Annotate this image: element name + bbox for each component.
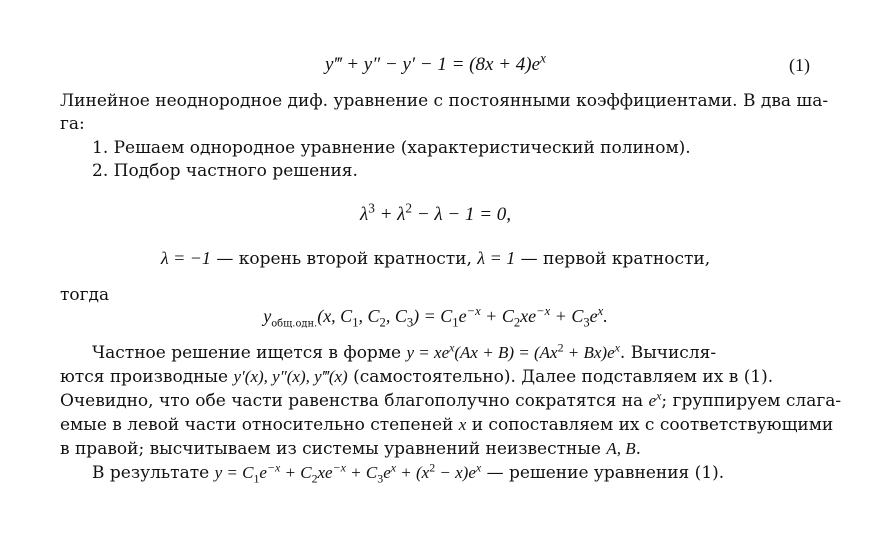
- para1-l1-m2exp: 2: [557, 340, 564, 355]
- para1-l1-tail: . Вычисля-: [619, 343, 717, 363]
- gs-y: y: [263, 306, 272, 326]
- root-2: λ = 1: [477, 248, 516, 268]
- para2-m2: + C: [280, 463, 312, 482]
- char-lambda: λ: [359, 204, 369, 225]
- para2-m3: + C: [345, 463, 378, 482]
- char-exp-3: 3: [368, 200, 375, 216]
- para1-l3-exp: x: [656, 388, 662, 403]
- step-2: 2. Подбор частного решения.: [92, 161, 358, 181]
- then-word: тогда: [60, 285, 110, 305]
- para1-l1-text: Частное решение ищется в форме: [92, 343, 407, 363]
- gs-t3b: e: [589, 306, 598, 326]
- para1-line-3: [60, 390, 841, 412]
- equation-1-exponent: x: [540, 50, 546, 66]
- root-1-text: — корень второй кратности,: [210, 249, 478, 269]
- general-solution: [0, 304, 871, 330]
- gs-args: (x, C: [317, 306, 353, 326]
- para1-l2-text: ются производные: [60, 367, 234, 387]
- step-1: 1. Решаем однородное уравнение (характеристический полином).: [92, 138, 691, 158]
- para1-l2-tail: (самостоятельно). Далее подставляем их в (1).: [347, 367, 774, 387]
- gs-t1exp: −x: [466, 304, 481, 318]
- para1-l5-tail: .: [635, 439, 642, 459]
- para1-l5-text: в правой; высчитываем из системы уравнений неизвестные: [60, 439, 607, 459]
- para1-line-5: [60, 438, 641, 460]
- equation-1: [0, 50, 871, 76]
- para1-line-2: [60, 366, 773, 388]
- gs-c3: 3: [406, 315, 414, 330]
- root-1: λ = −1: [160, 248, 211, 268]
- para2-m5: − x)e: [435, 463, 476, 482]
- intro-line-1: Линейное неоднородное диф. уравнение с постоянными коэффициентами. В два ша-: [60, 91, 829, 111]
- para1-l1-m3exp: x: [614, 340, 620, 355]
- para1-l3-tail: ; группируем слага-: [661, 391, 842, 411]
- gs-c2: 2: [379, 315, 386, 330]
- para2-e1: e: [259, 463, 267, 482]
- para2-s2: 2: [311, 471, 318, 486]
- gs-sep2: , C: [385, 306, 407, 326]
- gs-t1sub: 1: [452, 315, 459, 330]
- para1-l4-math: x: [458, 415, 467, 434]
- para1-l1-m1exp: x: [449, 340, 455, 355]
- roots-line: [0, 248, 871, 269]
- char-plus-lambda: + λ: [374, 204, 406, 225]
- para1-l3-text: Очевидно, что обе части равенства благополучно сократятся на: [60, 391, 649, 411]
- para2-m1: y = C: [214, 463, 254, 482]
- para1-l1-m2: (Ax + B) = (Ax: [454, 343, 558, 362]
- char-rest: − λ − 1 = 0,: [412, 204, 512, 225]
- para2-text: В результате: [92, 463, 215, 483]
- para2-x2: −x: [332, 460, 346, 475]
- gs-t1: e: [458, 306, 467, 326]
- para2-s3: 3: [377, 471, 384, 486]
- para2-x5: x: [475, 460, 482, 475]
- gs-end: .: [603, 306, 608, 326]
- root-2-text: — первой кратности,: [515, 249, 711, 269]
- gs-sep1: , C: [358, 306, 380, 326]
- para2-s1: 1: [253, 471, 260, 486]
- intro-line-2: га:: [60, 114, 85, 134]
- equation-1-body: y‴ + y″ − y′ − 1 = (8x + 4)e: [325, 54, 541, 75]
- para1-l4-text: емые в левой части относительно степеней: [60, 415, 459, 435]
- para2-tail: — решение уравнения (1).: [481, 463, 725, 483]
- para2-x1: −x: [266, 460, 281, 475]
- gs-eq: ) = C: [413, 306, 453, 326]
- gs-t2exp: −x: [536, 304, 551, 318]
- gs-t2: + C: [480, 306, 514, 326]
- para1-l2-math: y′(x), y″(x), y‴(x): [233, 367, 348, 386]
- equation-1-number: (1): [789, 55, 810, 75]
- para1-line-4: [60, 414, 833, 436]
- para1-l1-m3: + Bx)e: [563, 343, 615, 362]
- para2-x4: 2: [429, 460, 436, 475]
- para2-x3: x: [390, 460, 397, 475]
- para1-l1-m1: y = xe: [406, 343, 450, 362]
- gs-t2b: xe: [520, 306, 537, 326]
- para1-l5-math: A, B: [606, 439, 636, 458]
- char-exp-2: 2: [405, 200, 413, 216]
- para1-line-1: [92, 342, 716, 364]
- gs-t3: + C: [550, 306, 584, 326]
- characteristic-equation: [0, 200, 871, 226]
- gs-t3sub: 3: [583, 315, 590, 330]
- gs-subscript: общ.одн.: [271, 318, 318, 330]
- para1-l4-tail: и сопоставляем их с соответствующими: [466, 415, 834, 435]
- gs-t3exp: x: [597, 304, 604, 318]
- para2-line: [92, 462, 724, 484]
- para1-l3-math: e: [648, 391, 657, 410]
- gs-c1: 1: [352, 315, 359, 330]
- gs-t2sub: 2: [513, 315, 521, 330]
- para2-e2: xe: [317, 463, 333, 482]
- para2-e3: e: [383, 463, 391, 482]
- para2-m4: + (x: [396, 463, 430, 482]
